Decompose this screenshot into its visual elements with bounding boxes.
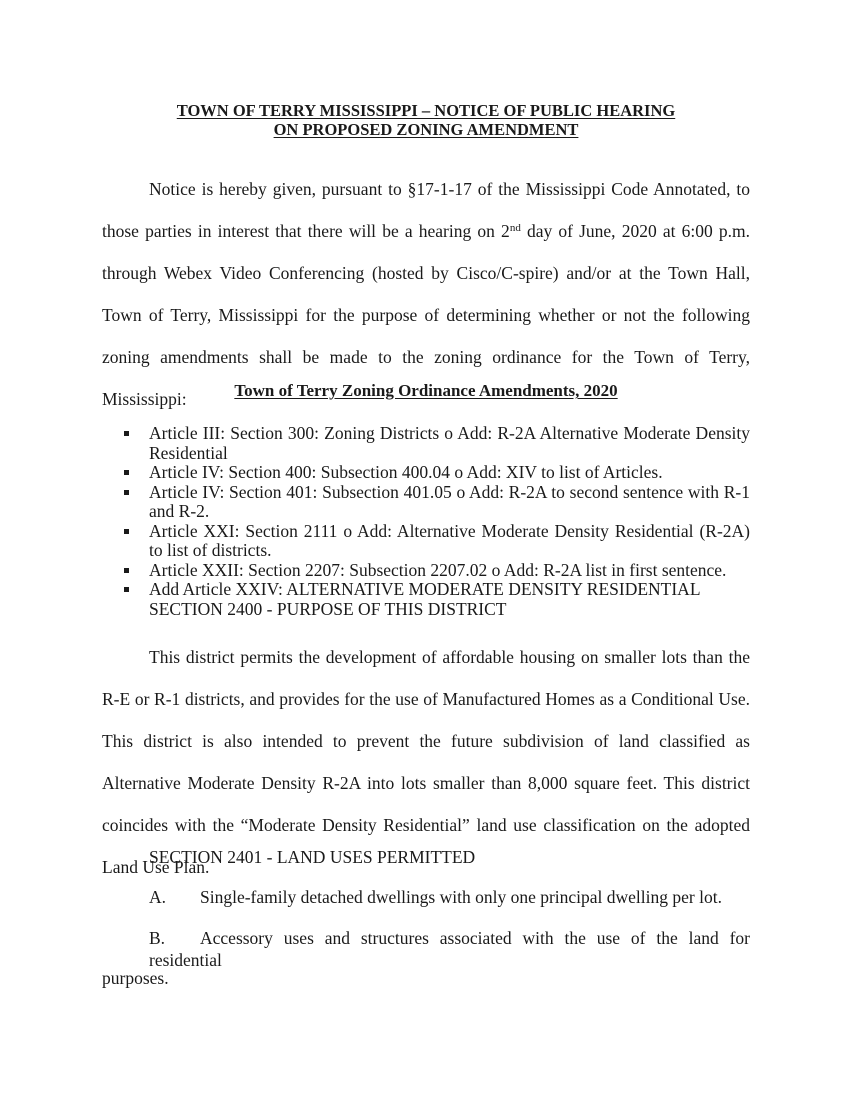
section-2401-heading: SECTION 2401 - LAND USES PERMITTED — [149, 847, 476, 867]
list-item: Article XXI: Section 2111 o Add: Alternative Moderate Density Residential (R-2A) to list of districts. — [102, 522, 750, 561]
list-item: Add Article XXIV: ALTERNATIVE MODERATE DENSITY RESIDENTIAL SECTION 2400 - PURPOSE OF THIS DISTRICT — [102, 580, 750, 619]
amendments-heading: Town of Terry Zoning Ordinance Amendments, 2020 — [234, 381, 618, 400]
bullet-square-icon — [124, 529, 129, 534]
bullet-square-icon — [124, 490, 129, 495]
notice-text-part2: day of June, 2020 at 6:00 p.m. through Webex Video Conferencing (hosted by Cisco/C-spire) and/or at the Town Hall, Town of Terry, Mississippi for the purpose of determining whether or not the following zoning amendments shall be made to the zoning ordinance for the Town of Terry, Mississippi: — [102, 221, 751, 409]
list-item: Article III: Section 300: Zoning Districts o Add: R-2A Alternative Moderate Density Residential — [102, 424, 750, 463]
item-text: Accessory uses and structures associated with the use of the land for residential — [149, 928, 750, 970]
page-title — [102, 101, 750, 139]
list-item: Article IV: Section 400: Subsection 400.04 o Add: XIV to list of Articles. — [102, 463, 750, 483]
title-line-2: ON PROPOSED ZONING AMENDMENT — [273, 120, 579, 139]
land-use-item-a — [149, 886, 722, 908]
item-letter: A. — [149, 887, 167, 907]
notice-text-part1: Notice is hereby given, pursuant to §17-1-17 of the Mississippi Code Annotated, to those parties in interest that there will be a hearing on 2 — [102, 179, 750, 241]
item-letter: B. — [149, 928, 166, 948]
item-b-continuation: purposes. — [102, 968, 169, 988]
amendments-list — [102, 424, 750, 619]
item-text: Single-family detached dwellings with only one principal dwelling per lot. — [200, 887, 722, 907]
title-line-1: TOWN OF TERRY MISSISSIPPI – NOTICE OF PUBLIC HEARING — [176, 101, 676, 120]
list-item: Article XXII: Section 2207: Subsection 2207.02 o Add: R-2A list in first sentence. — [102, 561, 750, 581]
bullet-square-icon — [124, 568, 129, 573]
land-use-item-b — [149, 927, 750, 971]
purpose-text: This district permits the development of affordable housing on smaller lots than the R-E or R-1 districts, and provides for the use of Manufactured Homes as a Conditional Use. This district is also intended to prevent the future subdivision of land classified as Alternative Moderate Density R-2A into lots smaller than 8,000 square feet. This district coincides with the “Moderate Density Residential” land use classification on the adopted Land Use Plan. — [102, 647, 750, 877]
bullet-square-icon — [124, 470, 129, 475]
list-item: Article IV: Section 401: Subsection 401.05 o Add: R-2A to second sentence with R-1 and R-2. — [102, 483, 750, 522]
bullet-square-icon — [124, 431, 129, 436]
bullet-square-icon — [124, 587, 129, 592]
notice-superscript: nd — [509, 222, 521, 234]
